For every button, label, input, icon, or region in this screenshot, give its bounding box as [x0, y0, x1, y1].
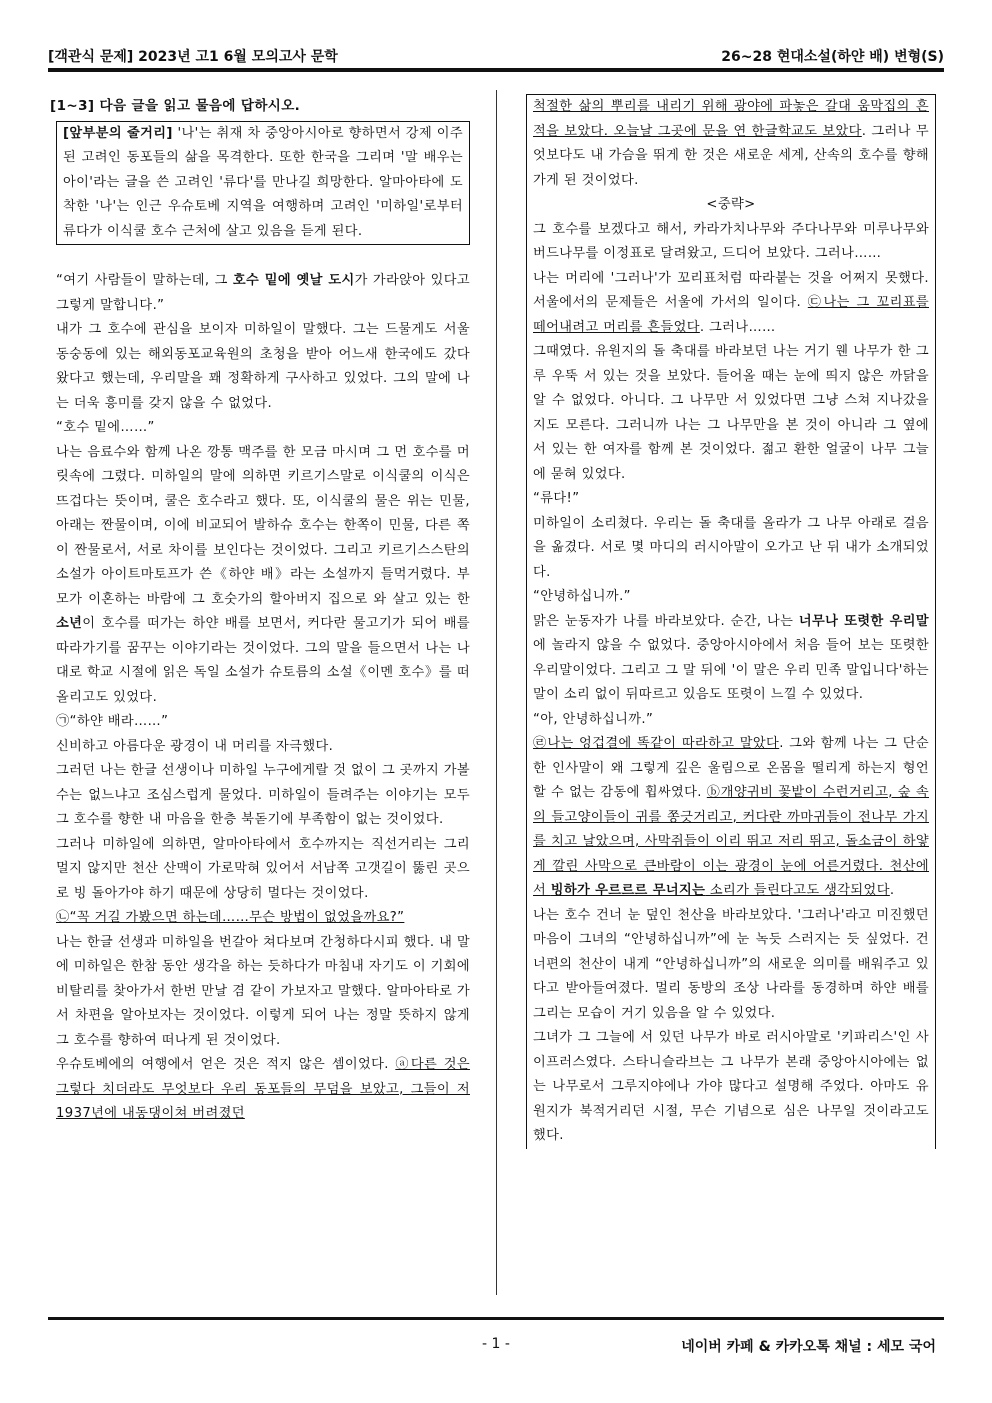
top-rule — [48, 68, 944, 72]
paragraph: 미하일이 소리쳤다. 우리는 돌 축대를 올라가 그 나무 아래로 걸음을 옮겼다. 서로 몇 마디의 러시아말이 오가고 난 뒤 내가 소개되었다. — [533, 515, 929, 580]
text-run: 우슈토베에의 여행에서 얻은 것은 적지 않은 셈이었다. — [56, 1057, 396, 1072]
paragraph: 나는 한글 선생과 미하일을 번갈아 쳐다보며 간청하다시피 했다. 내 말에 미하일은 한참 동안 생각을 하는 듯하다가 마침내 자기도 이 기회에 비탈리를 찾아가서 한번 만날 겸 같이 가보자고 말했다. 알마아타로 가서 차편을 알아보자는 것이었다. 이렇게 되어 나는 정말 뜻하지 않게 그 호수를 향하여 떠나게 된 것이었다. — [56, 934, 470, 1048]
question-instruction: [1~3] 다음 글을 읽고 물음에 답하시오. — [50, 98, 301, 114]
paragraph: 신비하고 아름다운 광경이 내 머리를 자극했다. — [56, 738, 334, 754]
text-run: “여기 사람들이 말하는데, 그 — [56, 273, 233, 288]
bold-underlined-text: 빙하가 우르르르 무너지는 — [550, 883, 706, 898]
paragraph: ㉠“하얀 배라……” — [56, 714, 169, 729]
text-run: . 그러나…… — [699, 319, 776, 335]
text-run: 에 놀라지 않을 수 없었다. 중앙아시아에서 처음 들어 보는 또렷한 우리말이었다. 그리고 그 말 뒤에 '이 말은 우리 민족 말입니다'하는 말이 소리 없이 뒤따르고 있음도 또렷이 느낄 수 있었다. — [533, 638, 929, 702]
paragraph — [56, 269, 470, 318]
header-subtitle: 26~28 현대소설(하얀 배) 변형(S) — [721, 49, 944, 65]
paragraph — [533, 267, 929, 341]
footer-credit: 네이버 카페 & 카카오톡 채널 : 세모 국어 — [681, 1339, 936, 1355]
header-title: [객관식 문제] 2023년 고1 6월 모의고사 문학 — [48, 49, 338, 65]
paragraph: ㉡“꼭 거길 가봤으면 하는데……무슨 방법이 없었을까요?” — [56, 910, 405, 925]
paragraph — [56, 441, 470, 711]
text-run: 나는 음료수와 함께 나온 깡통 맥주를 한 모금 마시며 그 먼 호수를 머릿속에 그렸다. 미하일의 말에 의하면 키르기스말로 이식쿨의 이식은 뜨겁다는 뜻이며, 쿨은 호수라고 했다. 또, 이식쿨의 물은 위는 민물, 아래는 짠물이며, 이에 비교되어 발하슈 호수는 한쪽이 민물, 다른 쪽이 짠물로서, 서로 차이를 보인다는 것이었다. 그리고 키르기스스탄의 소설가 아이트마토프가 쓴《하얀 배》라는 소설까지 들먹거렸다. 부모가 이혼하는 바람에 그 호숫가의 할아버지 집으로 와 살고 있는 한 — [56, 444, 470, 607]
paragraph: 그러던 나는 한글 선생이나 미하일 누구에게랄 것 없이 그 곳까지 가볼 수는 없느냐고 조심스럽게 물었다. 미하일이 들려주는 이야기는 모두 그 호수를 향한 내 마음을 한층 북돋기에 부족함이 없는 것이었다. — [56, 763, 470, 827]
text-run: . — [889, 883, 895, 898]
right-column — [526, 94, 936, 1149]
spacer — [56, 245, 470, 269]
paragraph — [533, 732, 929, 904]
paragraph: “아, 안녕하십니까.” — [533, 711, 654, 727]
paragraph: 그때였다. 유원지의 돌 축대를 바라보던 나는 거기 웬 나무가 한 그루 우뚝 서 있는 것을 보았다. 들어올 때는 눈에 띄지 않은 까닭을 알 수 없었다. 아니다. 그 나무만 서 있었다면 그냥 스쳐 지나갔을지도 모른다. 그러니까 나는 그 나무만을 본 것이 아니라 그 옆에 서 있는 한 여자를 함께 본 것이었다. 젊고 환한 얼굴이 나무 그늘에 묻혀 있었다. — [533, 344, 929, 482]
underlined-text: ㉣나는 엉겁결에 똑같이 따라하고 말았다 — [533, 736, 780, 751]
text-run: . 그러나 무엇보다도 내 가슴을 뛰게 한 것은 새로운 세계, 산속의 호수를 향해 가게 된 것이었다. — [533, 123, 929, 188]
paragraph: 그녀가 그 그늘에 서 있던 나무가 바로 러시아말로 '키파리스'인 사이프러스였다. 스타니슬라브는 그 나무가 본래 중앙아시아에는 없는 나무로서 그루지야에나 가야 많다고 설명해 주었다. 아마도 유원지가 북적거리던 시절, 무슨 기념으로 심은 나무일 것이라고도 했다. — [533, 1030, 929, 1143]
bold-text: 너무나 또렷한 우리말 — [798, 613, 929, 629]
summary-paragraph — [63, 122, 463, 245]
paragraph — [533, 95, 929, 193]
paragraph: 그 호수를 보겠다고 해서, 카라가치나무와 주다나무와 미루나무와 버드나무를 이정표로 달려왔고, 드디어 보았다. 그러나…… — [533, 221, 929, 261]
summary-box — [56, 121, 470, 246]
text-run: 이 호수를 떠가는 하얀 배를 보면서, 커다란 물고기가 되어 배를 따라가기를 꿈꾸는 이야기라는 것이었다. 그의 말을 들으면서 나는 나대로 학교 시절에 읽은 독일 소설가 슈토름의 소설《이멘 호수》를 떠올리고도 있었다. — [56, 616, 470, 705]
paragraph — [56, 1053, 470, 1127]
page-number: - 1 - — [482, 1336, 510, 1352]
underlined-text: ㉢나는 그 꼬리표를 떼어내려고 머리를 흔들었다 — [533, 295, 929, 335]
paragraph: 그러나 미하일에 의하면, 알마아타에서 호수까지는 직선거리는 그리 멀지 않지만 천산 산맥이 가로막혀 있어서 서남쪽 고갯길이 뚫린 곳으로 빙 돌아가야 하기 때문에 상당히 멀다는 것이었다. — [56, 836, 470, 901]
paragraph — [533, 610, 929, 708]
underlined-text: 척절한 삶의 뿌리를 내리기 위해 광야에 파놓은 갈대 움막집의 흔적을 보았다. 오늘날 그곳에 문을 연 한글학교도 보았다 — [533, 99, 929, 139]
underlined-text: ⓐ다른 것은 그렇다 치더라도 무엇보다 우리 동포들의 무덤을 보았고, 그들이 저 1937년에 내동댕이쳐 버려졌던 — [56, 1057, 470, 1121]
text-run: . 그와 함께 나는 그 단순한 인사말이 왜 그렇게 깊은 울림으로 온몸을 떨리게 하는지 형언할 수 없는 감동에 휩싸였다. — [533, 736, 929, 800]
column-divider — [496, 90, 497, 1295]
text-run: 맑은 눈동자가 나를 바라보았다. 순간, 나는 — [533, 613, 799, 629]
paragraph: “안녕하십니까.” — [533, 589, 631, 604]
paragraph: “호수 밑에……” — [56, 420, 155, 435]
text-run: 가 가라앉아 있다고 그렇게 말합니다.” — [56, 273, 470, 313]
summary-label: [앞부분의 줄거리] — [63, 125, 173, 141]
text-box — [526, 94, 936, 1149]
summary-text: '나'는 취재 차 중앙아시아로 향하면서 강제 이주된 고려인 동포들의 삶을 목격한다. 또한 한국을 그리며 '말 배우는 아이'라는 글을 쓴 고려인 '류다'를 만나길 희망한다. 알마아타에 도착한 '나'는 인근 우슈토베 지역을 여행하며 고려인 '미하일'로부터 류다가 이식쿨 호수 근처에 살고 있음을 듣게 된다. — [63, 125, 463, 239]
paragraph: 내가 그 호수에 관심을 보이자 미하일이 말했다. 그는 드물게도 서울 동숭동에 있는 해외동포교육원의 초청을 받아 어느새 한국에도 갔다 왔다고 했는데, 우리말을 꽤 정확하게 구사하고 있었다. 그의 말에 나는 더욱 흥미를 갖지 않을 수 없었다. — [56, 322, 470, 411]
bold-text: 소년 — [56, 616, 83, 631]
omission-marker: <중략> — [706, 197, 756, 212]
paragraph: “류다!” — [533, 491, 580, 506]
underlined-text: 소리가 들린다고도 생각되었다 — [705, 883, 890, 898]
underlined-text: ⓑ개양귀비 꽃밭이 수런거리고, 숲 속의 들고양이들이 귀를 쫑긋거리고, 커다란 까마귀들이 전나무 가지를 치고 날았으며, 사막쥐들이 이리 뛰고 저리 뛰고, 돌소금이 하얗게 깔린 사막으로 큰바람이 이는 광경이 눈에 어른거렸다. 천산에서 — [533, 785, 929, 898]
text-run: 나는 머리에 '그러나'가 꼬리표처럼 따라붙는 것을 어쩌지 못했다. 서울에서의 문제들은 서울에 가서의 일이다. — [533, 270, 929, 310]
bold-text: 호수 밑에 옛날 도시 — [232, 273, 355, 288]
left-column — [50, 94, 470, 1127]
bottom-rule — [48, 1317, 944, 1320]
paragraph: 나는 호수 건너 눈 덮인 천산을 바라보았다. '그러나'라고 미진했던 마음이 그녀의 “안녕하십니까”에 눈 녹듯 스러지는 듯 싶었다. 건너편의 천산이 내게 “안녕하십니까”의 새로운 의미를 배워주고 있다고 받아들여졌다. 멀리 동방의 조상 나라를 동경하며 하얀 배를 그리는 모습이 거기 있음을 알 수 있었다. — [533, 907, 929, 1021]
